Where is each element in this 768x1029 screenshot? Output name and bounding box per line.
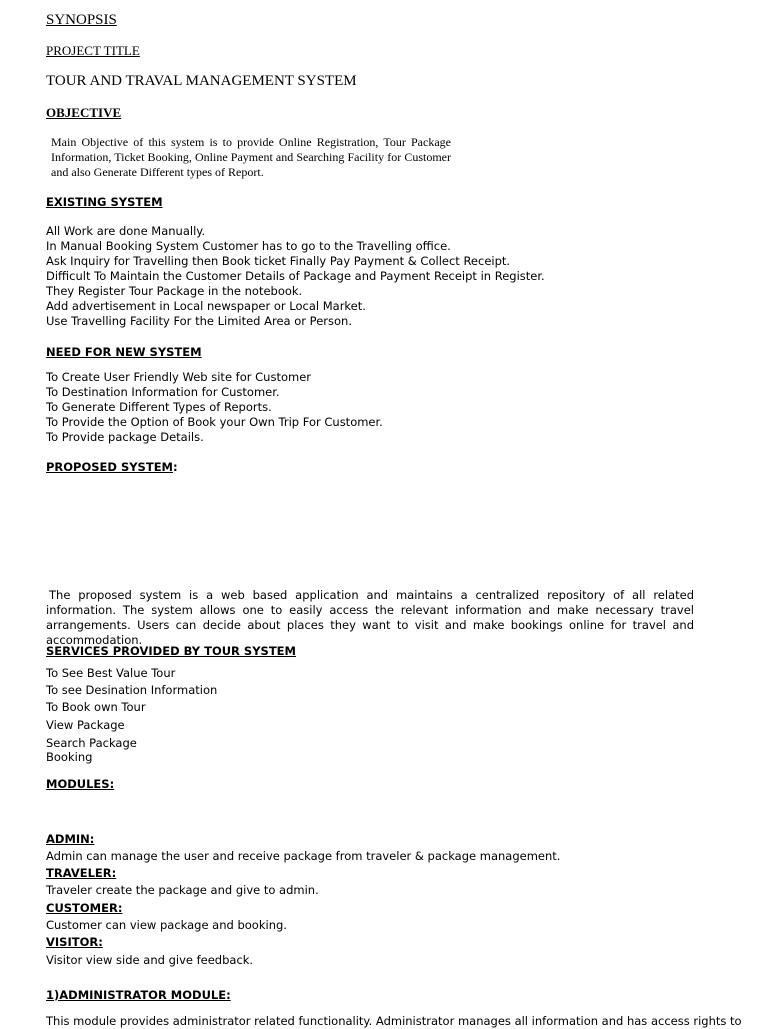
list-item: To Generate Different Types of Reports. <box>46 400 272 414</box>
service-item: To Book own Tour <box>46 700 146 714</box>
need-for-new-system-heading: NEED FOR NEW SYSTEM <box>46 345 202 359</box>
list-item: Use Travelling Facility For the Limited Area or Person. <box>46 314 352 328</box>
admin-heading: ADMIN: <box>46 832 95 846</box>
list-item: To Provide package Details. <box>46 430 204 444</box>
customer-heading: CUSTOMER: <box>46 901 123 915</box>
list-item: Difficult To Maintain the Customer Details of Package and Payment Receipt in Register. <box>46 269 545 283</box>
service-item: To See Best Value Tour <box>46 666 176 680</box>
proposed-system-heading <box>46 460 178 474</box>
service-item: Search Package <box>46 736 137 750</box>
list-item: To Destination Information for Customer. <box>46 385 280 399</box>
visitor-text: Visitor view side and give feedback. <box>46 953 254 967</box>
list-item: To Create User Friendly Web site for Customer <box>46 370 311 384</box>
list-item: Ask Inquiry for Travelling then Book ticket Finally Pay Payment & Collect Receipt. <box>46 254 511 268</box>
modules-heading: MODULES: <box>46 777 115 791</box>
list-item: Add advertisement in Local newspaper or Local Market. <box>46 299 366 313</box>
existing-system-list <box>46 224 545 329</box>
traveler-text: Traveler create the package and give to admin. <box>46 883 319 897</box>
proposed-system-colon: : <box>173 460 178 474</box>
objective-text: Main Objective of this system is to provide Online Registration, Tour Package Information, Ticket Booking, Online Payment and Searching Facility for Customer and also Generate Different types of Report. <box>51 135 451 179</box>
admin-text: Admin can manage the user and receive package from traveler & package management. <box>46 849 561 863</box>
list-item: To Provide the Option of Book your Own Trip For Customer. <box>46 415 383 429</box>
list-item: They Register Tour Package in the notebook. <box>46 284 303 298</box>
project-title-label: PROJECT TITLE <box>46 43 140 58</box>
traveler-heading: TRAVELER: <box>46 866 117 880</box>
customer-text: Customer can view package and booking. <box>46 918 287 932</box>
synopsis-heading: SYNOPSIS <box>46 12 117 28</box>
service-item: View Package <box>46 718 125 732</box>
service-item: Booking <box>46 750 93 764</box>
services-heading: SERVICES PROVIDED BY TOUR SYSTEM <box>46 644 296 658</box>
visitor-heading: VISITOR: <box>46 935 103 949</box>
service-item: To see Desination Information <box>46 683 218 697</box>
objective-heading: OBJECTIVE <box>46 105 122 120</box>
list-item: In Manual Booking System Customer has to go to the Travelling office. <box>46 239 451 253</box>
list-item: All Work are done Manually. <box>46 224 206 238</box>
project-title: TOUR AND TRAVAL MANAGEMENT SYSTEM <box>46 73 357 89</box>
proposed-system-text: The proposed system is a web based application and maintains a centralized repository of all related information. The system allows one to easily access the relevant information and make necessary travel arrangements. Users can decide about places they want to visit and make bookings online for travel and accommodation. <box>46 588 694 647</box>
administrator-module-heading: 1)ADMINISTRATOR MODULE: <box>46 988 231 1002</box>
proposed-system-title: PROPOSED SYSTEM <box>46 460 173 474</box>
need-for-new-system-list <box>46 370 383 445</box>
existing-system-heading: EXISTING SYSTEM <box>46 195 163 209</box>
administrator-module-text: This module provides administrator related functionality. Administrator manages all information and has access rights to <box>46 1014 742 1028</box>
